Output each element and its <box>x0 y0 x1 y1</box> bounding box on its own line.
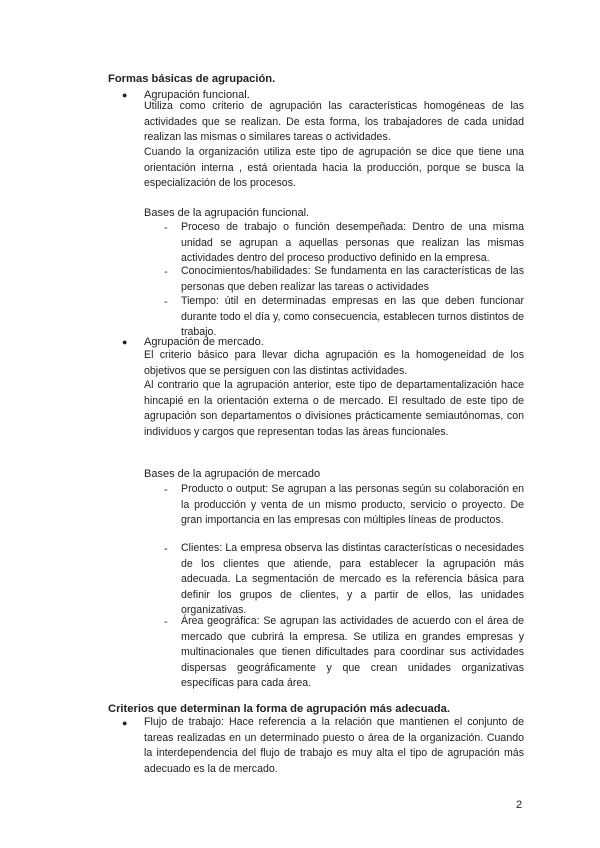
bases-title-mercado: Bases de la agrupación de mercado <box>144 468 321 480</box>
list-item-mercado-3: Área geográfica: Se agrupan las actividades de acuerdo con el área de mercado que cubrirá la empresa. Se utiliza en grandes empresas y multinacionales que tienen dificultades para coordinar sus actividades dispersas geográficamente y que crean unidades organizativas específicas para cada área. <box>181 615 524 690</box>
paragraph-funcional-2: Cuando la organización utiliza este tipo de agrupación se dice que tiene una orientación interna , está orientada hacia la producción, porque se busca la especialización de los procesos. <box>144 146 524 190</box>
list-item-funcional-1: Proceso de trabajo o función desempeñada: Dentro de una misma unidad se agrupan a aquellas personas que realizan las mismas actividades dentro del proceso productivo definido en la empresa. <box>181 221 524 265</box>
bullet-title-mercado: Agrupación de mercado. <box>144 336 264 348</box>
dash-icon: - <box>164 296 168 308</box>
dash-icon: - <box>164 543 168 555</box>
list-item-mercado-1: Producto o output: Se agrupan a las personas según su colaboración en la producción y venta de un mismo producto, servicio o proyecto. De gran importancia en las empresas con múltiples líneas de productos. <box>181 483 524 527</box>
paragraph-mercado-2: Al contrario que la agrupación anterior, este tipo de departamentalización hace hincapié en la orientación externa o de mercado. El resultado de este tipo de agrupación son departamentos o divisiones prácticamente semiautónomas, con individuos y cargos que representan todas las áreas funcionales. <box>144 379 524 438</box>
list-item-funcional-2: Conocimientos/habilidades: Se fundamenta en las características de las personas que deben realizar las tareas o actividades <box>181 265 524 293</box>
bullet-icon: ● <box>122 337 128 347</box>
section-heading-criterios: Criterios que determinan la forma de agrupación más adecuada. <box>108 703 450 715</box>
paragraph-funcional-1: Utiliza como criterio de agrupación las características homogéneas de las actividades que se realizan. De esta forma, los trabajadores de cada unidad realizan las mismas o similares tareas o actividades. <box>144 100 524 144</box>
bullet-icon: ● <box>122 718 128 728</box>
bullet-title-funcional: Agrupación funcional. <box>144 89 250 101</box>
page-number: 2 <box>516 799 523 811</box>
dash-icon: - <box>164 616 168 628</box>
dash-icon: - <box>164 222 168 234</box>
paragraph-mercado-1: El criterio básico para llevar dicha agrupación es la homogeneidad de los objetivos que se persiguen con las distintas actividades. <box>144 349 524 377</box>
dash-icon: - <box>164 266 168 278</box>
list-item-funcional-3: Tiempo: útil en determinadas empresas en las que deben funcionar durante todo el día y, como consecuencia, establecen turnos distintos de trabajo. <box>181 295 524 339</box>
dash-icon: - <box>164 484 168 496</box>
bullet-icon: ● <box>122 90 128 100</box>
list-item-mercado-2: Clientes: La empresa observa las distintas características o necesidades de los clientes que atiende, para establecer la agrupación más adecuada. La segmentación de mercado es la referencia básica para definir los grupos de clientes, y a partir de ellos, las unidades organizativas. <box>181 542 524 617</box>
list-item-flujo-trabajo: Flujo de trabajo: Hace referencia a la relación que mantienen el conjunto de tareas realizadas en un determinado puesto o área de la organización. Cuando la interdependencia del flujo de trabajo es muy alta el tipo de agrupación más adecuado es la de mercado. <box>144 716 524 775</box>
section-heading-formas: Formas básicas de agrupación. <box>108 73 276 85</box>
bases-title-funcional: Bases de la agrupación funcional. <box>144 207 310 219</box>
